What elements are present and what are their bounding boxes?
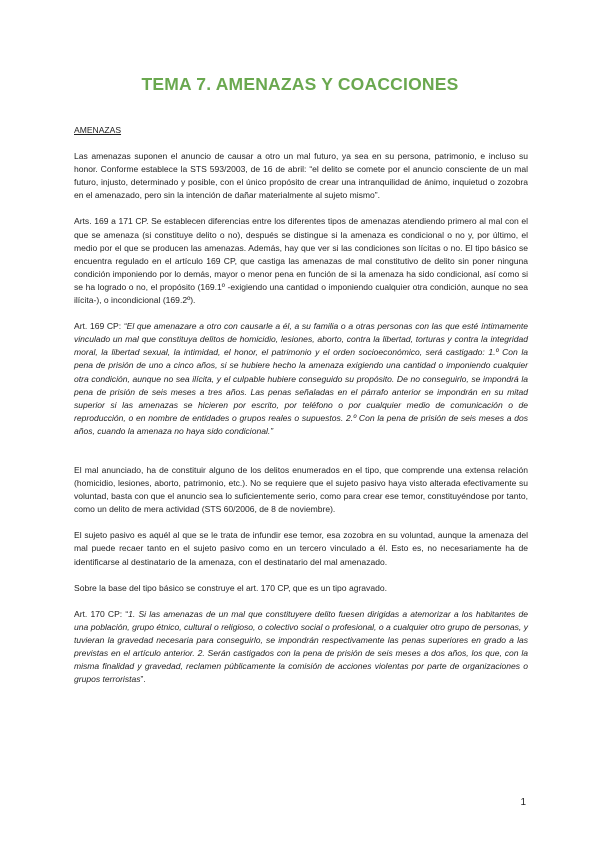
paragraph-definition: Las amenazas suponen el anuncio de causar a otro un mal futuro, ya sea en su persona, patrimonio, e incluso su honor. Conforme establece la STS 593/2003, de 16 de abril: “el delito se comete por el anuncio consciente de un mal futuro, injusto, determinado y posible, con el único propósito de crear una intranquilidad de ánimo, inquietud o zozobra en el amenazado, pero sin la intención de dañar materialmente al sujeto mismo”. bbox=[74, 151, 528, 201]
paragraph-sujeto-pasivo: El sujeto pasivo es aquél al que se le trata de infundir ese temor, esa zozobra en su voluntad, aunque la amenaza del mal puede recaer tanto en el sujeto pasivo como en un tercero vinculado a él. Esto es, no necesariamente ha de identificarse al destinatario de la amenaza, con el destinatario del mal amenazado. bbox=[74, 530, 528, 567]
document-body bbox=[74, 124, 528, 686]
section-heading: AMENAZAS bbox=[74, 125, 122, 135]
paragraph-art-169 bbox=[74, 320, 528, 438]
art-170-quote: 1. Si las amenazas de un mal que constituyere delito fuesen dirigidas a atemorizar a los habitantes de una población, grupo étnico, cultural o religioso, o colectivo social o profesional, o a cualquier otro grupo de personas, y tuvieran la gravedad necesaria para conseguirlo, se impondrán respectivamente las penas superiores en grado a las previstas en el artículo anterior. 2. Serán castigados con la pena de prisión de seis meses a dos años, los que, con la misma finalidad y gravedad, reclamen públicamente la comisión de acciones violentas por parte de organizaciones o grupos terroristas bbox=[74, 608, 528, 685]
art-170-prefix: Art. 170 CP: “ bbox=[74, 608, 129, 619]
paragraph-mal-anunciado: El mal anunciado, ha de constituir alguno de los delitos enumerados en el tipo, que comprende una extensa relación (homicidio, lesiones, aborto, patrimonio, etc.). No se requiere que el sujeto pasivo haya visto alterada efectivamente su voluntad, basta con que el anuncio sea lo suficientemente serio, como para crear ese temor, constituyéndose por tanto, como un delito de mera actividad (STS 60/2006, de 8 de noviembre). bbox=[74, 464, 528, 515]
art-169-prefix: Art. 169 CP: bbox=[74, 321, 124, 332]
paragraph-art-170 bbox=[74, 608, 528, 687]
document-title: TEMA 7. AMENAZAS Y COACCIONES bbox=[141, 74, 459, 94]
page-number: 1 bbox=[520, 797, 526, 808]
paragraph-articles-overview: Arts. 169 a 171 CP. Se establecen diferencias entre los diferentes tipos de amenazas atendiendo primero al mal con el que se amenaza (si constituye delito o no), después se distingue si la amenaza es condicional o no y, por último, el medio por el que se producen las amenazas. Además, hay que ver si las condiciones son lícitas o no. El tipo básico se encuentra regulado en el artículo 169 CP, que castiga las amenazas de mal constitutivo de delito sin poner ninguna condición imponiendo por lo demás, mayor o menor pena en función de si la amenaza ha sido condicional, así como si se ha logrado o no, el propósito (169.1º -exigiendo una cantidad o imponiendo cualquier otra condición, aunque no sea ilícita-), o incondicional (169.2º). bbox=[74, 216, 528, 306]
art-170-suffix: ”. bbox=[140, 674, 146, 685]
art-169-quote: “El que amenazare a otro con causarle a él, a su familia o a otras personas con las que esté íntimamente vinculado un mal que constituya delitos de homicidio, lesiones, aborto, contra la libertad, torturas y contra la integridad moral, la libertad sexual, la intimidad, el honor, el patrimonio y el orden socioeconómico, será castigado: 1.º Con la pena de prisión de uno a cinco años, si se hubiere hecho la amenaza exigiendo una cantidad o imponiendo cualquier otra condición, aunque no sea ilícita, y el culpable hubiere conseguido su propósito. De no conseguirlo, se impondrá la pena de prisión de seis meses a tres años. Las penas señaladas en el párrafo anterior se impondrán en su mitad superior si las amenazas se hicieren por escrito, por teléfono o por cualquier medio de comunicación o de reproducción, o en nombre de entidades o grupos reales o supuestos. 2.º Con la pena de prisión de seis meses a dos años, cuando la amenaza no haya sido condicional.” bbox=[74, 321, 528, 436]
paragraph-tipo-agravado: Sobre la base del tipo básico se construye el art. 170 CP, que es un tipo agravado. bbox=[74, 582, 387, 593]
